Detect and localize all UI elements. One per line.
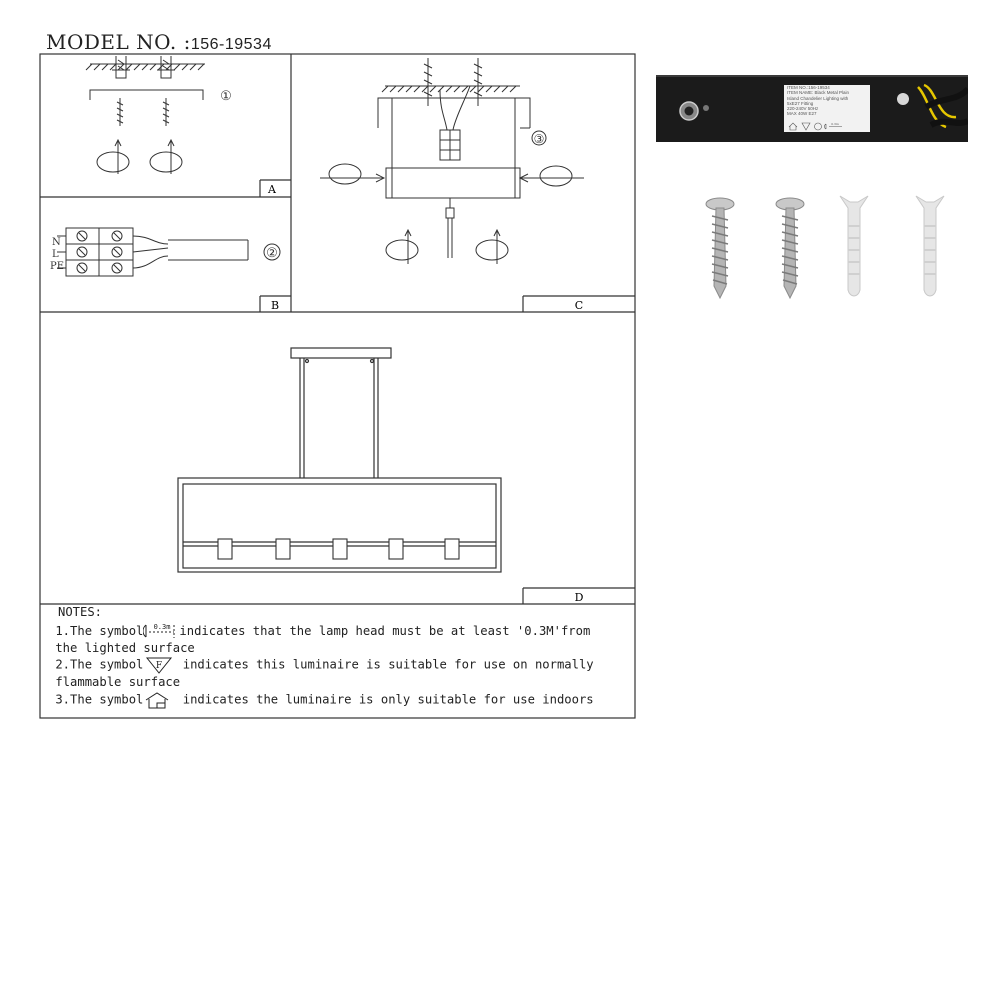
panel-d-fixture-drawing — [178, 348, 501, 572]
notes-title: NOTES: — [58, 605, 103, 619]
wall-anchor-icon — [840, 196, 868, 296]
note-2-line-2: flammable surface — [55, 675, 181, 690]
lamp-holder-2 — [276, 539, 290, 559]
terminal-l-label: L — [52, 249, 59, 260]
note-1-line-1: 1.The symbol 0.3m indicates that the lamp head must be at least '0.3M'from — [55, 623, 591, 638]
model-label: MODEL NO. : — [46, 30, 191, 54]
panel-a-mounting-diagram — [86, 56, 205, 174]
screw-icon — [706, 198, 734, 298]
panel-c-step: ③ — [533, 132, 545, 146]
terminal-pe-label: PE — [50, 261, 65, 272]
wall-anchor-icon — [916, 196, 944, 296]
svg-text:0.3m: 0.3m — [153, 623, 171, 632]
indoor-use-icon — [143, 691, 175, 709]
note-2-line-1: 2.The symbol F indicates this luminaire is suitable for use on normally — [48, 656, 608, 674]
label-symbols-icon — [786, 121, 872, 131]
distance-symbol-icon — [143, 623, 179, 639]
panel-d-letter: D — [574, 591, 584, 604]
note-1-line-2: the lighted surface — [55, 640, 195, 655]
panel-c-letter: C — [574, 299, 584, 312]
lamp-holder-5 — [445, 539, 459, 559]
mounting-bracket-photo — [656, 75, 968, 142]
lamp-holder-3 — [333, 539, 347, 559]
panel-b-letter: B — [270, 299, 280, 312]
panel-c-assembly-diagram — [320, 58, 584, 264]
panel-b-wiring-diagram — [57, 228, 248, 276]
lamp-holder-1 — [218, 539, 232, 559]
svg-text:F: F — [156, 661, 163, 672]
panel-a-letter: A — [268, 183, 276, 196]
lamp-holder-4 — [389, 539, 403, 559]
terminal-n-label: N — [52, 237, 61, 248]
svg-text:0.3m: 0.3m — [831, 122, 839, 126]
model-number: 156-19534 — [190, 36, 272, 53]
note-3-line-1: 3.The symbol indicates the luminaire is only suitable for use indoors — [48, 691, 608, 709]
panel-b-step: ② — [266, 246, 278, 261]
screw-icon — [776, 198, 804, 298]
panel-a-step: ① — [220, 89, 232, 104]
notes-section — [48, 604, 608, 709]
product-rating-label: ITEM NO.:156-19534 ITEM NAME: Black Metal Plain Island Chandelier Lighting with 5xE27 Fitting 220-240V 50Hz MAX 40W E27 0.3m — [784, 85, 870, 132]
flammable-surface-icon — [143, 656, 175, 674]
hardware-pack-photo — [690, 190, 980, 310]
